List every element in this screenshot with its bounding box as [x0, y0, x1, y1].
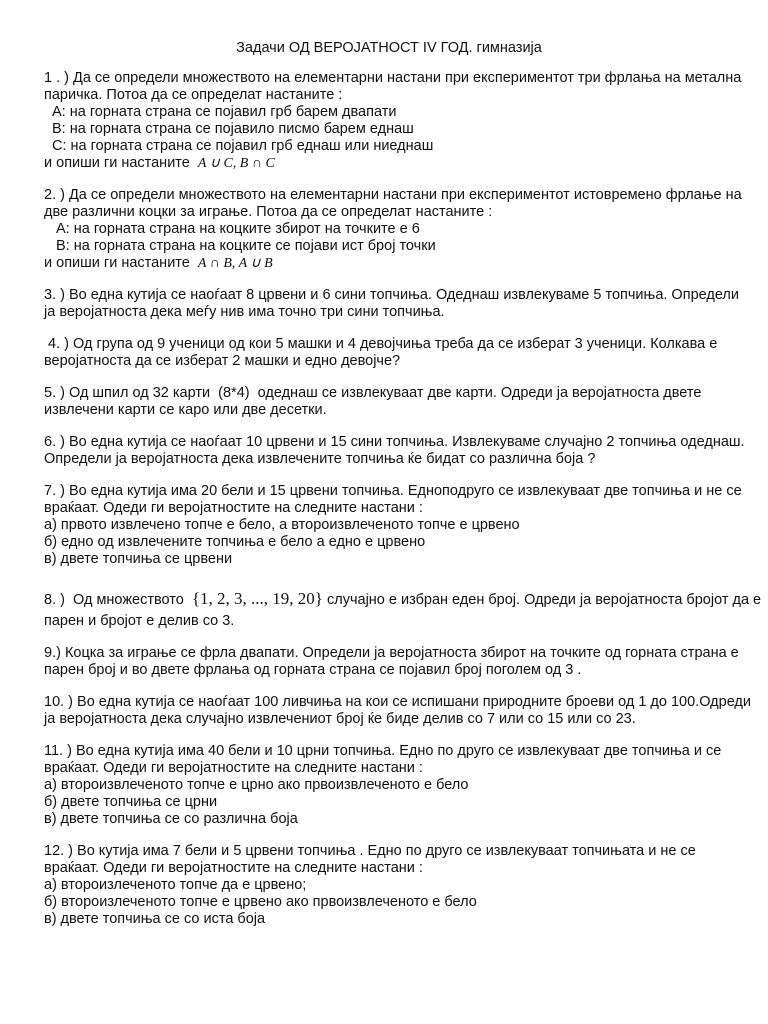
problem-11-item-b: б) двете топчиња се црни: [44, 794, 218, 810]
problem-2-line-5: [44, 255, 734, 272]
problem-5: [44, 385, 734, 419]
problem-7-line-1: 7. ) Во една кутија има 20 бели и 15 црвени топчиња. Едноподруго се извлекуваат две топчиња и не се: [44, 483, 742, 499]
problem-9: [44, 645, 739, 679]
problem-12-line-1: 12. ) Во кутија има 7 бели и 5 црвени топчиња . Едно по друго се извлекуваат топчињата и не се: [44, 843, 696, 859]
problem-11-line-2: враќаат. Одеди ги веројатностите на следните настани :: [44, 760, 423, 776]
problem-12-item-a: а) второизлеченото топче да е црвено;: [44, 877, 307, 893]
problem-9-line-1: 9.) Коцка за играње се фрла двапати. Определи ја веројатноста збирот на точките од горната страна е: [44, 645, 739, 661]
problem-5-line-1: 5. ) Од шпил од 32 карти (8*4) одеднаш се извлекуваат две карти. Одреди ја веројатноста двете: [44, 385, 702, 401]
problem-8-line-1: [44, 589, 762, 609]
problem-8-lead: 8. ) Од множеството: [44, 592, 184, 608]
problem-2: [44, 187, 742, 272]
problem-5-line-2: извлечени карти се каро или две десетки.: [44, 402, 327, 418]
problem-12: [44, 843, 734, 928]
problem-3-line-2: ја веројатноста дека меѓу нив има точно три сини топчиња.: [44, 304, 445, 320]
problem-8: [44, 589, 762, 630]
problem-1-formula: A ∪ C, B ∩ C: [197, 156, 275, 171]
problem-7-item-c: в) двете топчиња се црвени: [44, 551, 233, 567]
problem-11-line-1: 11. ) Во една кутија има 40 бели и 10 црни топчиња. Едно по друго се извлекуваат две топчиња и се: [44, 743, 722, 759]
problem-1: [44, 70, 742, 172]
problem-1-line-2: паричка. Потоа да се определат настаните :: [44, 87, 343, 103]
problem-2-formula: A ∩ B, A ∪ B: [197, 256, 273, 271]
problem-8-line-2: парен и бројот е делив со 3.: [44, 613, 235, 629]
problem-1-line-1: 1 . ) Да се определи множеството на елементарни настани при експериментот три фрлања на метална: [44, 70, 742, 86]
problem-3: [44, 287, 739, 321]
problem-4-line-1: 4. ) Од група од 9 ученици од кои 5 машки и 4 девојчиња треба да се изберат 3 ученици. Колкава е: [44, 336, 718, 352]
problem-8-set: {1, 2, 3, ..., 19, 20}: [191, 589, 323, 608]
problem-3-line-1: 3. ) Во една кутија се наоѓаат 8 црвени и 6 сини топчиња. Одеднаш извлекуваме 5 топчиња. Определи: [44, 287, 739, 303]
problem-2-event-a: A: на горната страна на коцките збирот на точките е 6: [56, 221, 420, 237]
problem-1-event-b: B: на горната страна се појавило писмо барем еднаш: [52, 121, 414, 137]
document-page: [44, 40, 762, 943]
problem-12-item-c: в) двете топчиња се со иста боја: [44, 911, 266, 927]
problem-11-item-c: в) двете топчиња се со различна боја: [44, 811, 298, 827]
problem-6: [44, 434, 745, 468]
problem-1-line-6: [44, 155, 734, 172]
problem-11: [44, 743, 734, 828]
problem-4: [44, 336, 734, 370]
problem-4-line-2: веројатноста да се изберат 2 машки и едно девојче?: [44, 353, 401, 369]
problem-9-line-2: парен број и во двете фрлања од горната страна се појавил број поголем од 3 .: [44, 662, 582, 678]
problem-2-line-2: две различни коцки за играње. Потоа да се определат настаните :: [44, 204, 493, 220]
problem-10-line-2: ја веројатноста дека случајно извлечениот број ќе биде делив со 7 или со 15 или со 23.: [44, 711, 636, 727]
problem-7: [44, 483, 742, 568]
problem-1-event-c: C: на горната страна се појавил грб еднаш или ниеднаш: [52, 138, 434, 154]
problem-1-describe-text: и опиши ги настаните: [44, 155, 190, 171]
problem-1-event-a: A: на горната страна се појавил грб барем двапати: [52, 104, 397, 120]
problem-7-item-a: а) првото извлечено топче е бело, а второизвлеченото топче е црвено: [44, 517, 520, 533]
problem-12-line-2: враќаат. Одеди ги веројатностите на следните настани :: [44, 860, 423, 876]
document-title: Задачи ОД ВЕРОЈАТНОСТ IV ГОД. гимназија: [236, 40, 542, 56]
problem-2-describe-text: и опиши ги настаните: [44, 255, 190, 271]
problem-6-line-2: Определи ја веројатноста дека извлечените топчиња ќе бидат со различна боја ?: [44, 451, 596, 467]
problem-11-item-a: а) второизвлеченото топче е црно ако првоизвлеченото е бело: [44, 777, 469, 793]
problem-6-line-1: 6. ) Во една кутија се наоѓаат 10 црвени и 15 сини топчиња. Извлекуваме случајно 2 топчиња одеднаш.: [44, 434, 745, 450]
problem-10: [44, 694, 751, 728]
problem-12-item-b: б) второизлеченото топче е црвено ако првоизвлеченото е бело: [44, 894, 477, 910]
problem-10-line-1: 10. ) Во една кутија се наоѓаат 100 ливчиња на кои се испишани природните броеви од 1 до 100.Одреди: [44, 694, 751, 710]
problem-7-item-b: б) едно од извлечените топчиња е бело а едно е црвено: [44, 534, 426, 550]
problem-7-line-2: враќаат. Одеди ги веројатностите на следните настани :: [44, 500, 423, 516]
problem-2-line-1: 2. ) Да се определи множеството на елементарни настани при експериментот истовремено фрлање на: [44, 187, 742, 203]
problem-2-event-b: B: на горната страна на коцките се појави ист број точки: [56, 238, 436, 254]
problem-8-tail: случајно е избран еден број. Одреди ја веројатноста бројот да е: [327, 592, 762, 608]
